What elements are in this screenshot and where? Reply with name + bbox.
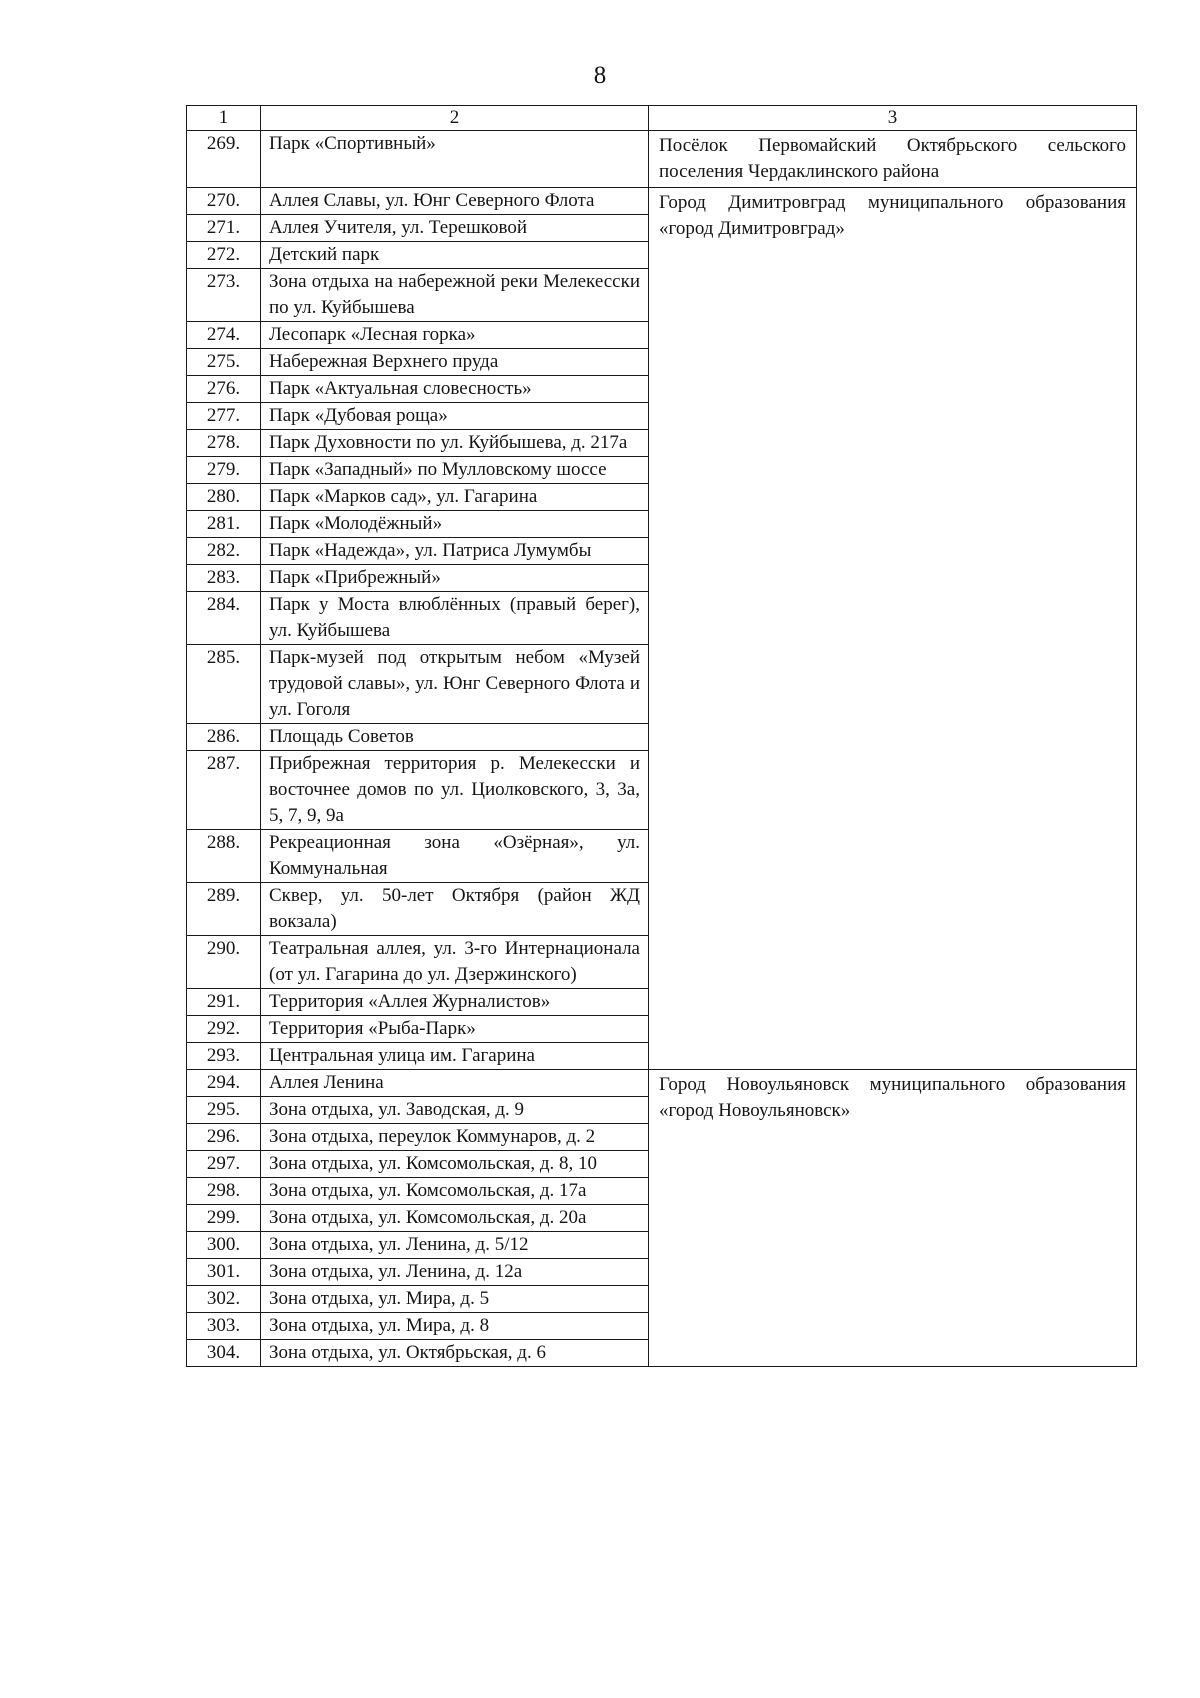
row-number: 287.	[187, 751, 261, 830]
row-number: 276.	[187, 376, 261, 403]
row-number: 303.	[187, 1313, 261, 1340]
object-name: Аллея Славы, ул. Юнг Северного Флота	[261, 188, 649, 215]
object-name: Парк «Актуальная словесность»	[261, 376, 649, 403]
row-number: 270.	[187, 188, 261, 215]
row-number: 304.	[187, 1340, 261, 1367]
row-number: 273.	[187, 269, 261, 322]
object-name: Территория «Рыба-Парк»	[261, 1016, 649, 1043]
object-name: Театральная аллея, ул. 3-го Интернационала (от ул. Гагарина до ул. Дзержинского)	[261, 936, 649, 989]
row-number: 302.	[187, 1286, 261, 1313]
row-number: 291.	[187, 989, 261, 1016]
header-col-1: 1	[187, 106, 261, 131]
object-name: Центральная улица им. Гагарина	[261, 1043, 649, 1070]
table-row	[187, 1070, 1137, 1097]
row-number: 271.	[187, 215, 261, 242]
table-row	[187, 188, 1137, 215]
page-number: 8	[593, 62, 607, 89]
header-row	[187, 106, 1137, 131]
row-number: 295.	[187, 1097, 261, 1124]
row-number: 280.	[187, 484, 261, 511]
table-body	[187, 106, 1137, 1367]
row-number: 282.	[187, 538, 261, 565]
object-name: Парк «Спортивный»	[261, 131, 649, 188]
row-number: 286.	[187, 724, 261, 751]
location-cell: Город Димитровград муниципального образования «город Димитровград»	[649, 188, 1137, 1070]
row-number: 283.	[187, 565, 261, 592]
object-name: Парк «Прибрежный»	[261, 565, 649, 592]
object-name: Зона отдыха, ул. Мира, д. 8	[261, 1313, 649, 1340]
row-number: 294.	[187, 1070, 261, 1097]
object-name: Сквер, ул. 50-лет Октября (район ЖД вокзала)	[261, 883, 649, 936]
object-name: Зона отдыха, ул. Комсомольская, д. 8, 10	[261, 1151, 649, 1178]
location-cell: Посёлок Первомайский Октябрьского сельского поселения Чердаклинского района	[649, 131, 1137, 188]
object-name: Парк Духовности по ул. Куйбышева, д. 217а	[261, 430, 649, 457]
object-name: Аллея Учителя, ул. Терешковой	[261, 215, 649, 242]
object-name: Парк «Западный» по Мулловскому шоссе	[261, 457, 649, 484]
row-number: 278.	[187, 430, 261, 457]
object-name: Зона отдыха, ул. Комсомольская, д. 17а	[261, 1178, 649, 1205]
object-name: Лесопарк «Лесная горка»	[261, 322, 649, 349]
object-name: Зона отдыха, ул. Комсомольская, д. 20а	[261, 1205, 649, 1232]
object-name: Парк у Моста влюблённых (правый берег), ул. Куйбышева	[261, 592, 649, 645]
object-name: Детский парк	[261, 242, 649, 269]
object-name: Площадь Советов	[261, 724, 649, 751]
object-name: Парк «Дубовая роща»	[261, 403, 649, 430]
row-number: 300.	[187, 1232, 261, 1259]
object-name: Зона отдыха, ул. Ленина, д. 12а	[261, 1259, 649, 1286]
row-number: 299.	[187, 1205, 261, 1232]
row-number: 301.	[187, 1259, 261, 1286]
row-number: 288.	[187, 830, 261, 883]
row-number: 284.	[187, 592, 261, 645]
object-name: Зона отдыха, ул. Ленина, д. 5/12	[261, 1232, 649, 1259]
row-number: 279.	[187, 457, 261, 484]
row-number: 275.	[187, 349, 261, 376]
document-table	[186, 105, 1137, 1367]
object-name: Прибрежная территория р. Мелекесски и восточнее домов по ул. Циолковского, 3, 3а, 5, 7, 9, 9а	[261, 751, 649, 830]
header-col-2: 2	[261, 106, 649, 131]
object-name: Парк-музей под открытым небом «Музей трудовой славы», ул. Юнг Северного Флота и ул. Гоголя	[261, 645, 649, 724]
object-name: Набережная Верхнего пруда	[261, 349, 649, 376]
row-number: 272.	[187, 242, 261, 269]
object-name: Парк «Марков сад», ул. Гагарина	[261, 484, 649, 511]
object-name: Зона отдыха, ул. Мира, д. 5	[261, 1286, 649, 1313]
row-number: 296.	[187, 1124, 261, 1151]
row-number: 298.	[187, 1178, 261, 1205]
table-row	[187, 131, 1137, 188]
row-number: 269.	[187, 131, 261, 188]
object-name: Зона отдыха, ул. Октябрьская, д. 6	[261, 1340, 649, 1367]
object-name: Территория «Аллея Журналистов»	[261, 989, 649, 1016]
row-number: 274.	[187, 322, 261, 349]
location-cell: Город Новоульяновск муниципального образования «город Новоульяновск»	[649, 1070, 1137, 1367]
object-name: Аллея Ленина	[261, 1070, 649, 1097]
row-number: 293.	[187, 1043, 261, 1070]
header-col-3: 3	[649, 106, 1137, 131]
object-name: Зона отдыха, ул. Заводская, д. 9	[261, 1097, 649, 1124]
row-number: 285.	[187, 645, 261, 724]
row-number: 290.	[187, 936, 261, 989]
row-number: 297.	[187, 1151, 261, 1178]
object-name: Зона отдыха на набережной реки Мелекесски по ул. Куйбышева	[261, 269, 649, 322]
object-name: Рекреационная зона «Озёрная», ул. Коммунальная	[261, 830, 649, 883]
object-name: Парк «Надежда», ул. Патриса Лумумбы	[261, 538, 649, 565]
row-number: 292.	[187, 1016, 261, 1043]
object-name: Зона отдыха, переулок Коммунаров, д. 2	[261, 1124, 649, 1151]
row-number: 289.	[187, 883, 261, 936]
row-number: 281.	[187, 511, 261, 538]
object-name: Парк «Молодёжный»	[261, 511, 649, 538]
row-number: 277.	[187, 403, 261, 430]
